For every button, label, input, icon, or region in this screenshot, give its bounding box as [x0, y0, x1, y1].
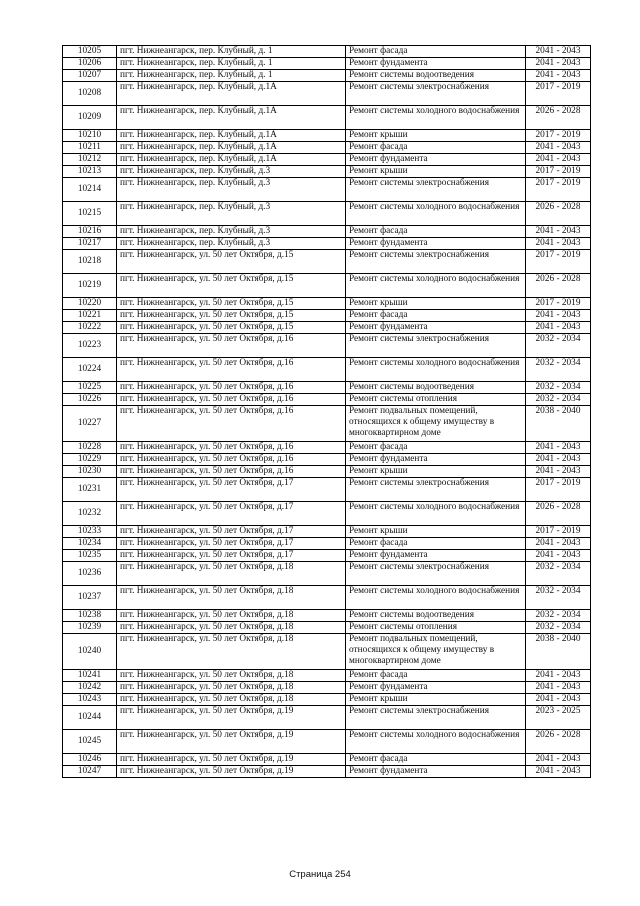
address-cell: пгт. Нижнеангарск, пер. Клубный, д.1А [117, 142, 346, 154]
row-number-cell: 10236 [63, 562, 117, 586]
period-cell: 2041 - 2043 [526, 238, 591, 250]
row-number-cell: 10242 [63, 682, 117, 694]
work-type-cell: Ремонт системы водоотведения [346, 610, 526, 622]
period-cell: 2041 - 2043 [526, 322, 591, 334]
table-row [63, 526, 591, 538]
row-number-cell: 10206 [63, 58, 117, 70]
work-type-cell: Ремонт фасада [346, 310, 526, 322]
row-number-cell: 10245 [63, 730, 117, 754]
work-type-cell: Ремонт подвальных помещений, относящихся к общему имуществу в многоквартирном доме [346, 406, 526, 442]
table-row [63, 334, 591, 358]
table-row [63, 502, 591, 526]
row-number-cell: 10230 [63, 466, 117, 478]
work-type-cell: Ремонт подвальных помещений, относящихся к общему имуществу в многоквартирном доме [346, 634, 526, 670]
address-cell: пгт. Нижнеангарск, ул. 50 лет Октября, д.17 [117, 526, 346, 538]
table-row [63, 634, 591, 670]
address-cell: пгт. Нижнеангарск, ул. 50 лет Октября, д.18 [117, 562, 346, 586]
row-number-cell: 10221 [63, 310, 117, 322]
address-cell: пгт. Нижнеангарск, ул. 50 лет Октября, д.16 [117, 394, 346, 406]
address-cell: пгт. Нижнеангарск, ул. 50 лет Октября, д.18 [117, 610, 346, 622]
work-type-cell: Ремонт системы электроснабжения [346, 706, 526, 730]
work-type-cell: Ремонт фасада [346, 226, 526, 238]
row-number-cell: 10213 [63, 166, 117, 178]
row-number-cell: 10210 [63, 130, 117, 142]
work-type-cell: Ремонт системы водоотведения [346, 382, 526, 394]
address-cell: пгт. Нижнеангарск, ул. 50 лет Октября, д.17 [117, 538, 346, 550]
table-row [63, 58, 591, 70]
work-type-cell: Ремонт системы электроснабжения [346, 478, 526, 502]
table-row [63, 454, 591, 466]
row-number-cell: 10218 [63, 250, 117, 274]
table-row [63, 70, 591, 82]
address-cell: пгт. Нижнеангарск, ул. 50 лет Октября, д.16 [117, 382, 346, 394]
table-row [63, 754, 591, 766]
period-cell: 2026 - 2028 [526, 106, 591, 130]
period-cell: 2041 - 2043 [526, 466, 591, 478]
row-number-cell: 10224 [63, 358, 117, 382]
address-cell: пгт. Нижнеангарск, ул. 50 лет Октября, д.18 [117, 694, 346, 706]
table-row [63, 586, 591, 610]
row-number-cell: 10223 [63, 334, 117, 358]
period-cell: 2032 - 2034 [526, 562, 591, 586]
table-row [63, 670, 591, 682]
table-row [63, 166, 591, 178]
table-row [63, 142, 591, 154]
work-type-cell: Ремонт фасада [346, 442, 526, 454]
work-type-cell: Ремонт системы холодного водоснабжения [346, 502, 526, 526]
period-cell: 2041 - 2043 [526, 46, 591, 58]
work-type-cell: Ремонт фундамента [346, 154, 526, 166]
period-cell: 2026 - 2028 [526, 730, 591, 754]
work-type-cell: Ремонт фундамента [346, 550, 526, 562]
table-row [63, 322, 591, 334]
address-cell: пгт. Нижнеангарск, пер. Клубный, д.1А [117, 130, 346, 142]
work-type-cell: Ремонт системы электроснабжения [346, 82, 526, 106]
address-cell: пгт. Нижнеангарск, пер. Клубный, д.1А [117, 106, 346, 130]
row-number-cell: 10219 [63, 274, 117, 298]
row-number-cell: 10237 [63, 586, 117, 610]
address-cell: пгт. Нижнеангарск, пер. Клубный, д.3 [117, 202, 346, 226]
row-number-cell: 10214 [63, 178, 117, 202]
work-type-cell: Ремонт крыши [346, 526, 526, 538]
period-cell: 2026 - 2028 [526, 502, 591, 526]
work-type-cell: Ремонт системы электроснабжения [346, 250, 526, 274]
row-number-cell: 10225 [63, 382, 117, 394]
row-number-cell: 10208 [63, 82, 117, 106]
row-number-cell: 10220 [63, 298, 117, 310]
address-cell: пгт. Нижнеангарск, ул. 50 лет Октября, д.17 [117, 478, 346, 502]
table-row [63, 238, 591, 250]
work-type-cell: Ремонт крыши [346, 166, 526, 178]
table-body [63, 46, 591, 778]
work-type-cell: Ремонт фундамента [346, 682, 526, 694]
period-cell: 2038 - 2040 [526, 406, 591, 442]
row-number-cell: 10227 [63, 406, 117, 442]
work-type-cell: Ремонт системы холодного водоснабжения [346, 586, 526, 610]
address-cell: пгт. Нижнеангарск, ул. 50 лет Октября, д.19 [117, 730, 346, 754]
table-row [63, 310, 591, 322]
work-type-cell: Ремонт системы электроснабжения [346, 178, 526, 202]
address-cell: пгт. Нижнеангарск, пер. Клубный, д.1А [117, 154, 346, 166]
work-type-cell: Ремонт фасада [346, 538, 526, 550]
address-cell: пгт. Нижнеангарск, ул. 50 лет Октября, д.16 [117, 454, 346, 466]
address-cell: пгт. Нижнеангарск, ул. 50 лет Октября, д.15 [117, 298, 346, 310]
table-row [63, 694, 591, 706]
address-cell: пгт. Нижнеангарск, ул. 50 лет Октября, д.15 [117, 322, 346, 334]
row-number-cell: 10238 [63, 610, 117, 622]
row-number-cell: 10205 [63, 46, 117, 58]
period-cell: 2041 - 2043 [526, 142, 591, 154]
work-type-cell: Ремонт крыши [346, 298, 526, 310]
period-cell: 2041 - 2043 [526, 682, 591, 694]
period-cell: 2041 - 2043 [526, 454, 591, 466]
row-number-cell: 10215 [63, 202, 117, 226]
period-cell: 2017 - 2019 [526, 526, 591, 538]
period-cell: 2017 - 2019 [526, 166, 591, 178]
address-cell: пгт. Нижнеангарск, ул. 50 лет Октября, д.17 [117, 502, 346, 526]
period-cell: 2017 - 2019 [526, 82, 591, 106]
work-type-cell: Ремонт крыши [346, 466, 526, 478]
period-cell: 2041 - 2043 [526, 70, 591, 82]
address-cell: пгт. Нижнеангарск, ул. 50 лет Октября, д.19 [117, 766, 346, 778]
period-cell: 2041 - 2043 [526, 442, 591, 454]
work-type-cell: Ремонт крыши [346, 130, 526, 142]
period-cell: 2032 - 2034 [526, 358, 591, 382]
work-type-cell: Ремонт системы водоотведения [346, 70, 526, 82]
row-number-cell: 10234 [63, 538, 117, 550]
row-number-cell: 10244 [63, 706, 117, 730]
address-cell: пгт. Нижнеангарск, пер. Клубный, д. 1 [117, 46, 346, 58]
address-cell: пгт. Нижнеангарск, ул. 50 лет Октября, д.16 [117, 442, 346, 454]
table-row [63, 106, 591, 130]
table-row [63, 730, 591, 754]
row-number-cell: 10232 [63, 502, 117, 526]
address-cell: пгт. Нижнеангарск, пер. Клубный, д. 1 [117, 58, 346, 70]
work-type-cell: Ремонт фасада [346, 46, 526, 58]
table-row [63, 682, 591, 694]
table-row [63, 562, 591, 586]
table-row [63, 202, 591, 226]
table-row [63, 394, 591, 406]
address-cell: пгт. Нижнеангарск, ул. 50 лет Октября, д.18 [117, 634, 346, 670]
table-row [63, 154, 591, 166]
address-cell: пгт. Нижнеангарск, ул. 50 лет Октября, д.18 [117, 682, 346, 694]
period-cell: 2017 - 2019 [526, 250, 591, 274]
table-row [63, 442, 591, 454]
table-row [63, 226, 591, 238]
address-cell: пгт. Нижнеангарск, ул. 50 лет Октября, д.18 [117, 670, 346, 682]
address-cell: пгт. Нижнеангарск, ул. 50 лет Октября, д.17 [117, 550, 346, 562]
table-row [63, 130, 591, 142]
table-row [63, 766, 591, 778]
row-number-cell: 10226 [63, 394, 117, 406]
work-type-cell: Ремонт системы холодного водоснабжения [346, 202, 526, 226]
work-type-cell: Ремонт системы электроснабжения [346, 334, 526, 358]
work-type-cell: Ремонт системы отопления [346, 394, 526, 406]
repair-schedule-table [62, 45, 591, 778]
period-cell: 2038 - 2040 [526, 634, 591, 670]
address-cell: пгт. Нижнеангарск, пер. Клубный, д. 1 [117, 70, 346, 82]
period-cell: 2041 - 2043 [526, 538, 591, 550]
row-number-cell: 10247 [63, 766, 117, 778]
address-cell: пгт. Нижнеангарск, ул. 50 лет Октября, д.16 [117, 466, 346, 478]
table-row [63, 610, 591, 622]
period-cell: 2041 - 2043 [526, 310, 591, 322]
work-type-cell: Ремонт фундамента [346, 238, 526, 250]
table-row [63, 178, 591, 202]
period-cell: 2017 - 2019 [526, 478, 591, 502]
table-row [63, 706, 591, 730]
row-number-cell: 10217 [63, 238, 117, 250]
period-cell: 2032 - 2034 [526, 610, 591, 622]
row-number-cell: 10209 [63, 106, 117, 130]
row-number-cell: 10233 [63, 526, 117, 538]
address-cell: пгт. Нижнеангарск, пер. Клубный, д.3 [117, 238, 346, 250]
address-cell: пгт. Нижнеангарск, ул. 50 лет Октября, д.18 [117, 586, 346, 610]
address-cell: пгт. Нижнеангарск, ул. 50 лет Октября, д.19 [117, 754, 346, 766]
row-number-cell: 10243 [63, 694, 117, 706]
work-type-cell: Ремонт фундамента [346, 454, 526, 466]
address-cell: пгт. Нижнеангарск, ул. 50 лет Октября, д.18 [117, 622, 346, 634]
work-type-cell: Ремонт фасада [346, 754, 526, 766]
period-cell: 2041 - 2043 [526, 754, 591, 766]
period-cell: 2041 - 2043 [526, 226, 591, 238]
period-cell: 2041 - 2043 [526, 154, 591, 166]
row-number-cell: 10216 [63, 226, 117, 238]
address-cell: пгт. Нижнеангарск, ул. 50 лет Октября, д.16 [117, 406, 346, 442]
table-row [63, 82, 591, 106]
table-row [63, 550, 591, 562]
work-type-cell: Ремонт фундамента [346, 766, 526, 778]
row-number-cell: 10235 [63, 550, 117, 562]
work-type-cell: Ремонт крыши [346, 694, 526, 706]
address-cell: пгт. Нижнеангарск, пер. Клубный, д.3 [117, 178, 346, 202]
page-number: Страница 254 [289, 869, 351, 880]
row-number-cell: 10239 [63, 622, 117, 634]
address-cell: пгт. Нижнеангарск, ул. 50 лет Октября, д.15 [117, 274, 346, 298]
table-row [63, 358, 591, 382]
table-row [63, 538, 591, 550]
period-cell: 2032 - 2034 [526, 382, 591, 394]
address-cell: пгт. Нижнеангарск, ул. 50 лет Октября, д.16 [117, 334, 346, 358]
period-cell: 2041 - 2043 [526, 670, 591, 682]
row-number-cell: 10229 [63, 454, 117, 466]
period-cell: 2026 - 2028 [526, 202, 591, 226]
table-row [63, 46, 591, 58]
period-cell: 2041 - 2043 [526, 766, 591, 778]
period-cell: 2032 - 2034 [526, 394, 591, 406]
period-cell: 2017 - 2019 [526, 130, 591, 142]
table-row [63, 274, 591, 298]
period-cell: 2041 - 2043 [526, 58, 591, 70]
period-cell: 2017 - 2019 [526, 178, 591, 202]
period-cell: 2026 - 2028 [526, 274, 591, 298]
row-number-cell: 10240 [63, 634, 117, 670]
work-type-cell: Ремонт фундамента [346, 58, 526, 70]
address-cell: пгт. Нижнеангарск, пер. Клубный, д.3 [117, 226, 346, 238]
period-cell: 2041 - 2043 [526, 550, 591, 562]
table-row [63, 382, 591, 394]
table-row [63, 298, 591, 310]
work-type-cell: Ремонт фасада [346, 670, 526, 682]
row-number-cell: 10211 [63, 142, 117, 154]
address-cell: пгт. Нижнеангарск, ул. 50 лет Октября, д.15 [117, 250, 346, 274]
table-row [63, 250, 591, 274]
address-cell: пгт. Нижнеангарск, ул. 50 лет Октября, д.19 [117, 706, 346, 730]
table-row [63, 406, 591, 442]
row-number-cell: 10207 [63, 70, 117, 82]
period-cell: 2032 - 2034 [526, 622, 591, 634]
work-type-cell: Ремонт фасада [346, 142, 526, 154]
work-type-cell: Ремонт системы электроснабжения [346, 562, 526, 586]
row-number-cell: 10222 [63, 322, 117, 334]
period-cell: 2032 - 2034 [526, 334, 591, 358]
period-cell: 2032 - 2034 [526, 586, 591, 610]
row-number-cell: 10228 [63, 442, 117, 454]
work-type-cell: Ремонт системы холодного водоснабжения [346, 106, 526, 130]
table-row [63, 478, 591, 502]
row-number-cell: 10231 [63, 478, 117, 502]
address-cell: пгт. Нижнеангарск, пер. Клубный, д.1А [117, 82, 346, 106]
row-number-cell: 10241 [63, 670, 117, 682]
period-cell: 2023 - 2025 [526, 706, 591, 730]
table-row [63, 622, 591, 634]
address-cell: пгт. Нижнеангарск, ул. 50 лет Октября, д.15 [117, 310, 346, 322]
table-row [63, 466, 591, 478]
period-cell: 2041 - 2043 [526, 694, 591, 706]
row-number-cell: 10246 [63, 754, 117, 766]
work-type-cell: Ремонт фундамента [346, 322, 526, 334]
row-number-cell: 10212 [63, 154, 117, 166]
period-cell: 2017 - 2019 [526, 298, 591, 310]
work-type-cell: Ремонт системы отопления [346, 622, 526, 634]
work-type-cell: Ремонт системы холодного водоснабжения [346, 730, 526, 754]
address-cell: пгт. Нижнеангарск, ул. 50 лет Октября, д.16 [117, 358, 346, 382]
address-cell: пгт. Нижнеангарск, пер. Клубный, д.3 [117, 166, 346, 178]
work-type-cell: Ремонт системы холодного водоснабжения [346, 274, 526, 298]
work-type-cell: Ремонт системы холодного водоснабжения [346, 358, 526, 382]
